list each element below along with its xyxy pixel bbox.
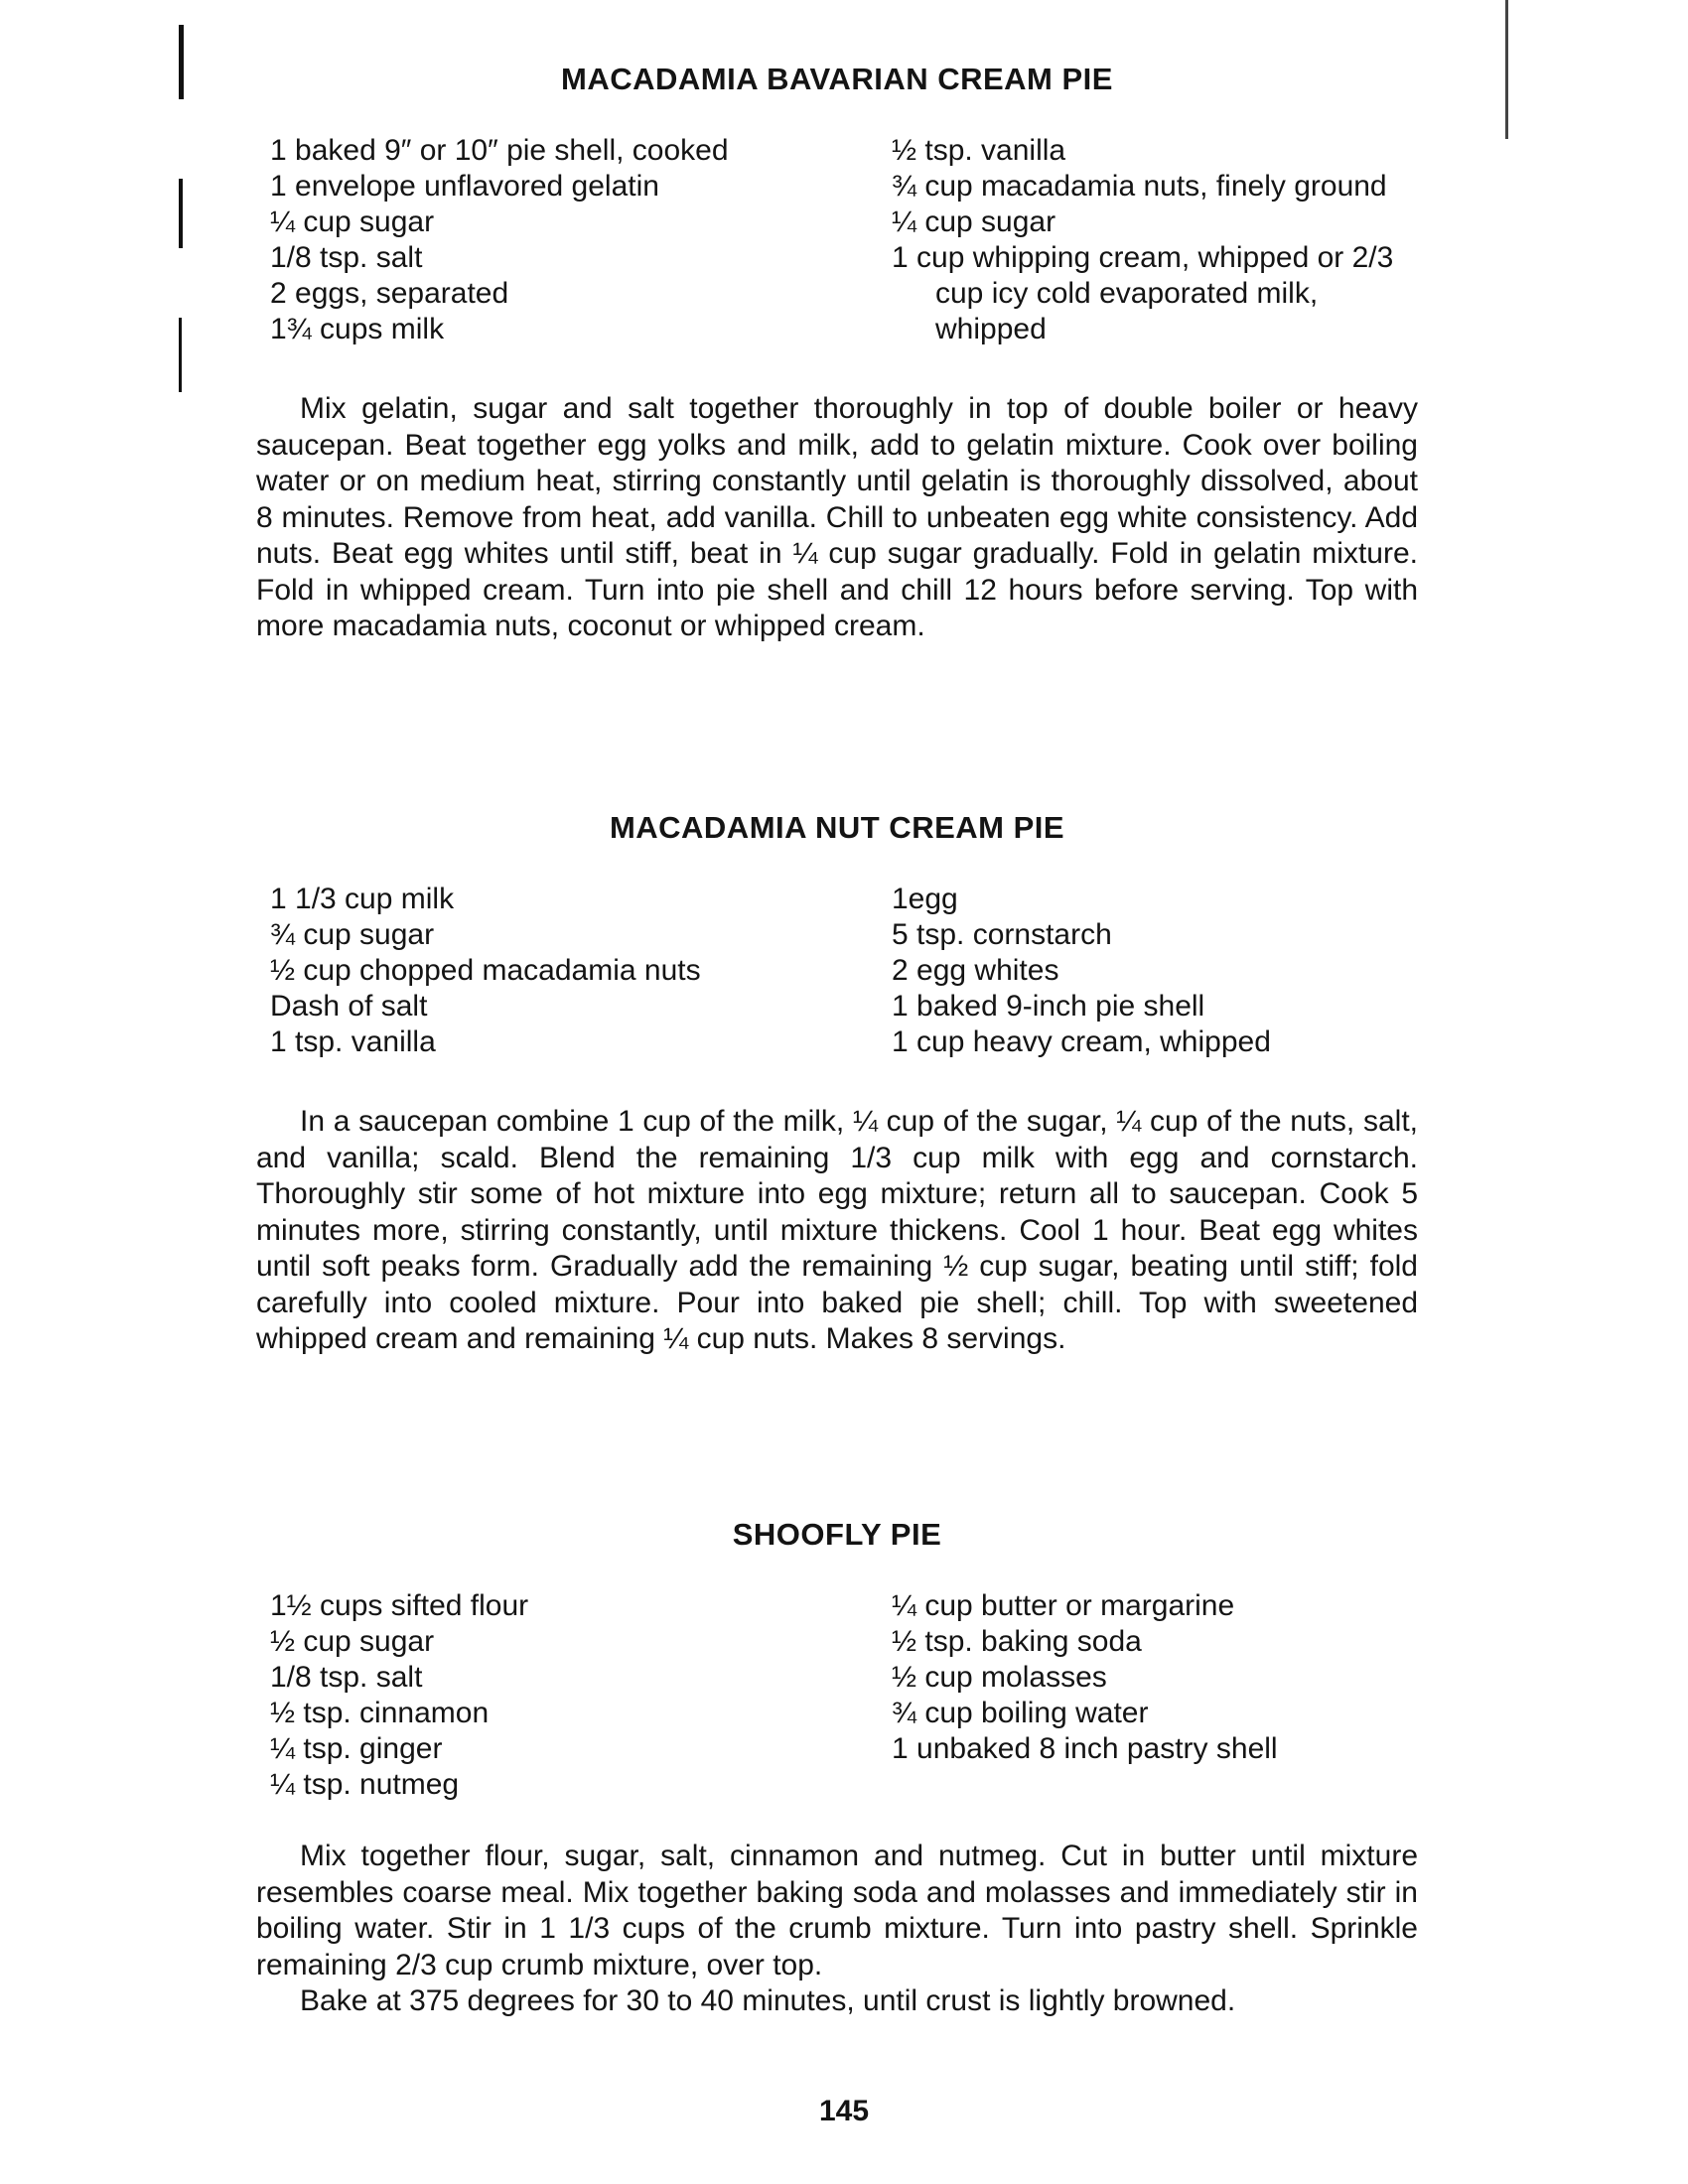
recipe-title: MACADAMIA BAVARIAN CREAM PIE bbox=[561, 62, 1113, 96]
ingredient: 1 unbaked 8 inch pastry shell bbox=[892, 1732, 1278, 1765]
ingredient: 1 cup heavy cream, whipped bbox=[892, 1025, 1271, 1058]
directions-paragraph: Bake at 375 degrees for 30 to 40 minutes, until crust is lightly browned. bbox=[300, 1984, 1236, 2017]
ingredient: 1 baked 9″ or 10″ pie shell, cooked bbox=[270, 134, 729, 167]
ingredient: ¾ cup boiling water bbox=[892, 1697, 1149, 1729]
ingredients-right-column bbox=[892, 1588, 1418, 1803]
recipe-title: SHOOFLY PIE bbox=[732, 1517, 942, 1552]
ingredient: 1 tsp. vanilla bbox=[270, 1025, 436, 1058]
ingredient: 1½ cups sifted flour bbox=[270, 1589, 529, 1622]
ingredient: 1¾ cups milk bbox=[270, 313, 445, 345]
ingredient: ½ cup chopped macadamia nuts bbox=[270, 954, 701, 987]
scan-edge-mark bbox=[179, 25, 184, 99]
ingredient: 2 eggs, separated bbox=[270, 277, 509, 310]
directions-paragraph: Mix gelatin, sugar and salt together thoroughly in top of double boiler or heavy saucepan. Beat together egg yolks and milk, add to gelatin mixture. Cook over boiling water or on medium heat, stirring constantly until gelatin is thoroughly dissolved, about 8 minutes. Remove from heat, add vanilla. Chill to unbeaten egg white consistency. Add nuts. Beat egg whites until stiff, beat in ¼ cup sugar gradually. Fold in gelatin mixture. Fold in whipped cream. Turn into pie shell and chill 12 hours before serving. Top with more macadamia nuts, coconut or whipped cream. bbox=[256, 392, 1418, 642]
ingredient: 1egg bbox=[892, 883, 958, 915]
ingredient: 1/8 tsp. salt bbox=[270, 241, 423, 274]
ingredient: ½ cup molasses bbox=[892, 1661, 1107, 1694]
directions bbox=[256, 1104, 1418, 1358]
ingredients-left-column bbox=[256, 1588, 866, 1803]
ingredient: 5 tsp. cornstarch bbox=[892, 918, 1112, 951]
ingredient: ¼ cup butter or margarine bbox=[892, 1589, 1235, 1622]
ingredients bbox=[256, 133, 1418, 347]
ingredients bbox=[256, 882, 1418, 1060]
page-number: 145 bbox=[818, 2095, 870, 2127]
ingredient: ½ tsp. cinnamon bbox=[270, 1697, 490, 1729]
ingredient: 1 cup whipping cream, whipped or 2/3 cup icy cold evaporated milk, whipped bbox=[892, 241, 1394, 345]
ingredient: ¾ cup macadamia nuts, finely ground bbox=[892, 170, 1387, 203]
ingredients bbox=[256, 1588, 1418, 1803]
ingredients-left-column bbox=[256, 882, 866, 1060]
scan-edge-mark bbox=[179, 179, 183, 248]
recipe-macadamia-bavarian-cream-pie bbox=[256, 62, 1418, 645]
directions-paragraph: Mix together flour, sugar, salt, cinnamon and nutmeg. Cut in butter until mixture resembles coarse meal. Mix together baking soda and molasses and immediately stir in boiling water. Stir in 1 1/3 cups of the crumb mixture. Turn into pastry shell. Sprinkle remaining 2/3 cup crumb mixture, over top. bbox=[256, 1840, 1418, 1981]
directions bbox=[256, 391, 1418, 645]
ingredient: Dash of salt bbox=[270, 990, 428, 1023]
ingredient: 1/8 tsp. salt bbox=[270, 1661, 423, 1694]
ingredients-right-column bbox=[892, 133, 1418, 347]
ingredient: ¼ tsp. nutmeg bbox=[270, 1768, 460, 1801]
ingredient: ¼ tsp. ginger bbox=[270, 1732, 443, 1765]
directions-paragraph: In a saucepan combine 1 cup of the milk, ¼ cup of the sugar, ¼ cup of the nuts, salt, and vanilla; scald. Blend the remaining 1/3 cup milk with egg and cornstarch. Thoroughly stir some of hot mixture into egg mixture; return all to saucepan. Cook 5 minutes more, stirring constantly, until mixture thickens. Cool 1 hour. Beat egg whites until soft peaks form. Gradually add the remaining ½ cup sugar, beating until stiff; fold carefully into cooled mixture. Pour into baked pie shell; chill. Top with sweetened whipped cream and remaining ¼ cup nuts. Makes 8 servings. bbox=[256, 1105, 1418, 1355]
recipe-shoofly-pie bbox=[256, 1517, 1418, 2020]
ingredient: 1 envelope unflavored gelatin bbox=[270, 170, 659, 203]
ingredient: 1 1/3 cup milk bbox=[270, 883, 455, 915]
ingredient: ¼ cup sugar bbox=[892, 205, 1056, 238]
ingredient: ¾ cup sugar bbox=[270, 918, 435, 951]
ingredient: ½ cup sugar bbox=[270, 1625, 435, 1658]
recipe-title: MACADAMIA NUT CREAM PIE bbox=[609, 810, 1065, 845]
ingredient: 2 egg whites bbox=[892, 954, 1059, 987]
recipe-macadamia-nut-cream-pie bbox=[256, 810, 1418, 1358]
ingredients-left-column bbox=[256, 133, 866, 347]
ingredient: ¼ cup sugar bbox=[270, 205, 435, 238]
scan-edge-mark bbox=[1505, 0, 1508, 139]
directions bbox=[256, 1839, 1418, 2020]
ingredient: ½ tsp. baking soda bbox=[892, 1625, 1142, 1658]
scan-edge-mark bbox=[179, 318, 182, 392]
ingredient: 1 baked 9-inch pie shell bbox=[892, 990, 1205, 1023]
ingredient: ½ tsp. vanilla bbox=[892, 134, 1066, 167]
ingredients-right-column bbox=[892, 882, 1418, 1060]
